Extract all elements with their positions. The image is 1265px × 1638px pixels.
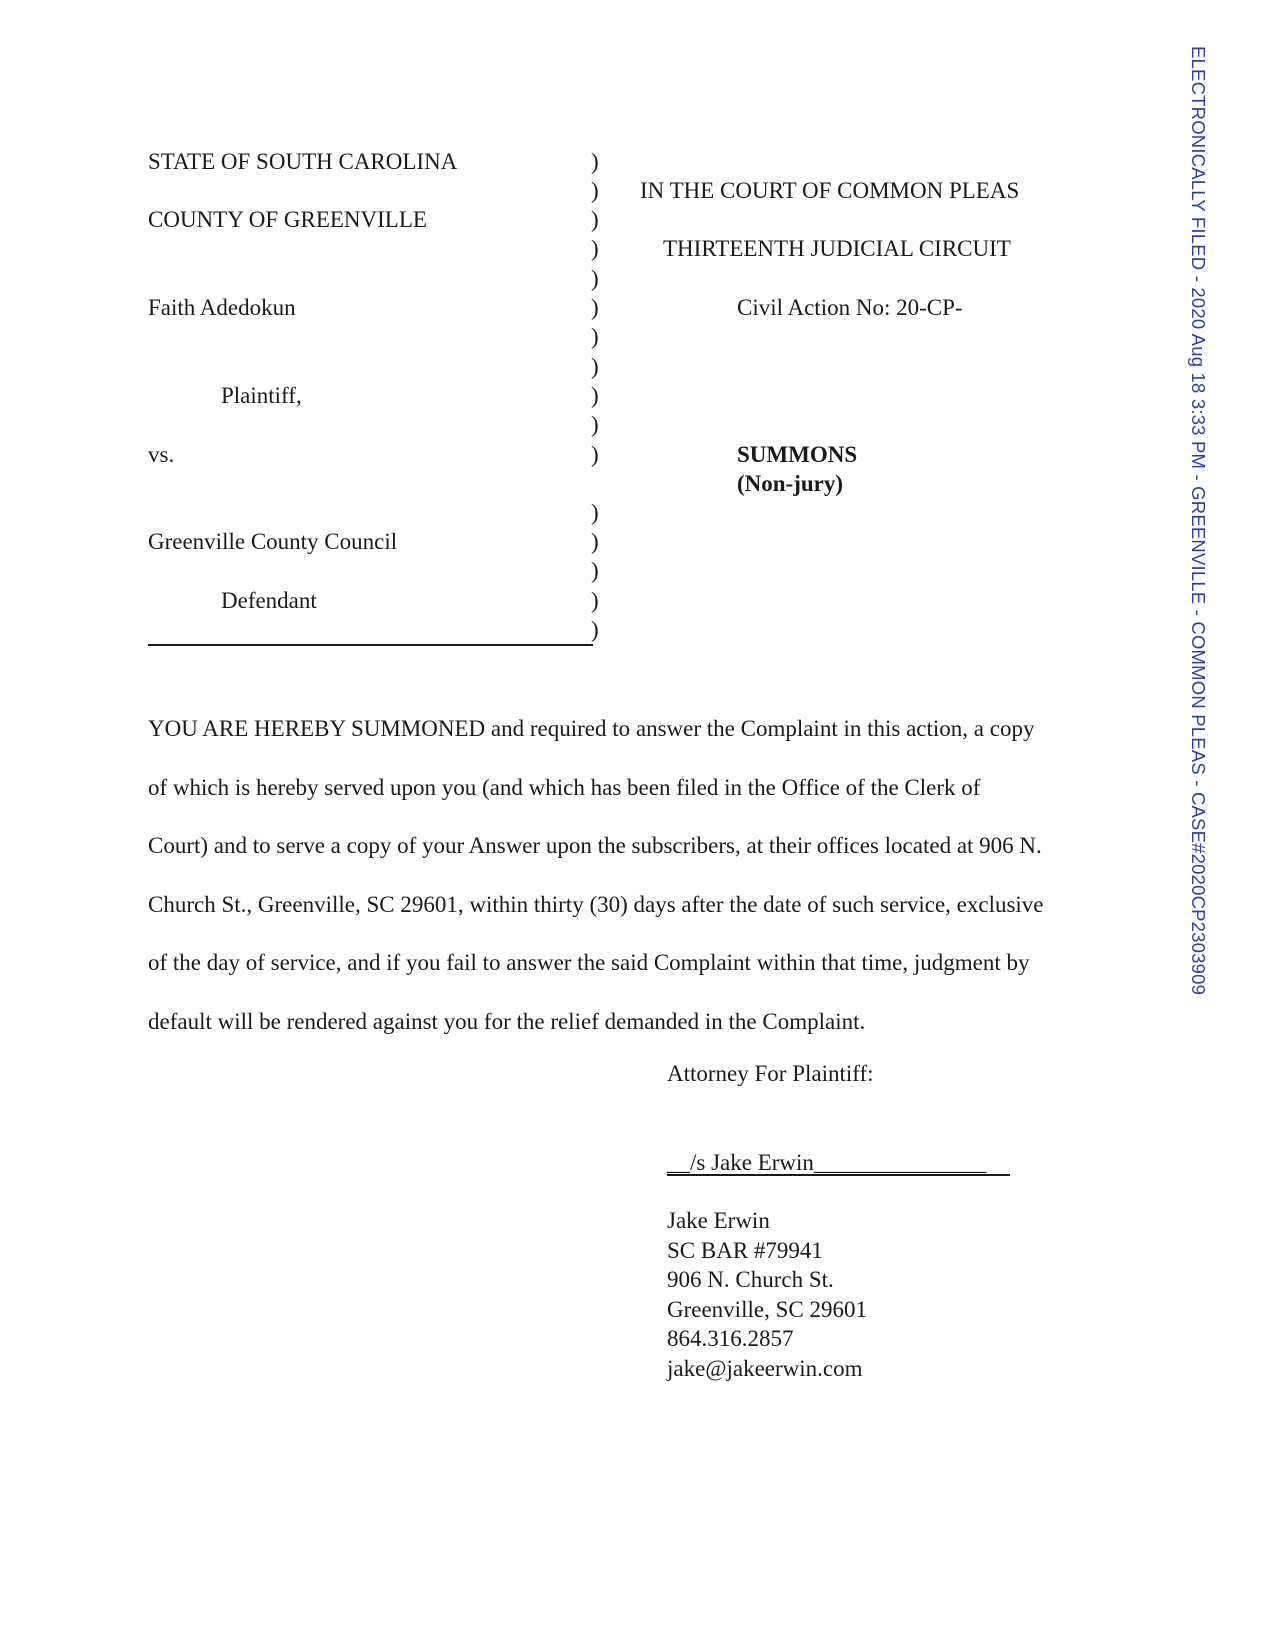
document-subtitle: (Non-jury): [737, 471, 844, 496]
caption-paren: ): [591, 266, 599, 291]
caption-paren: ): [591, 500, 599, 525]
civil-action-number: Civil Action No: 20-CP-: [737, 295, 963, 320]
caption-rule: [148, 644, 593, 646]
caption-paren: ): [591, 558, 599, 583]
attorney-bar-number: SC BAR #79941: [667, 1237, 823, 1263]
signature-line: __/s Jake Erwin_______________: [667, 1150, 987, 1175]
paragraph-line: Church St., Greenville, SC 29601, within thirty (30) days after the date of such service, exclusive: [148, 891, 1044, 917]
caption-paren: ): [591, 442, 599, 467]
caption-paren: ): [591, 207, 599, 232]
document-title: SUMMONS: [737, 442, 858, 467]
attorney-street: 906 N. Church St.: [667, 1267, 834, 1292]
caption-paren: ): [591, 617, 599, 642]
attorney-phone: 864.316.2857: [667, 1326, 794, 1351]
defendant-role: Defendant: [221, 588, 317, 613]
caption-paren: ): [591, 354, 599, 379]
paragraph-line: Court) and to serve a copy of your Answer upon the subscribers, at their offices located at 906 N.: [148, 833, 1042, 859]
attorney-name: Jake Erwin: [667, 1208, 770, 1233]
judicial-circuit: THIRTEENTH JUDICIAL CIRCUIT: [663, 236, 1011, 261]
attorney-city: Greenville, SC 29601: [667, 1296, 867, 1322]
attorney-contact: [667, 1206, 867, 1383]
paragraph-line: of the day of service, and if you fail to answer the said Complaint within that time, judgment by: [148, 950, 1030, 976]
state-label: STATE OF SOUTH CAROLINA: [148, 149, 458, 174]
caption-paren: ): [591, 412, 599, 437]
caption-paren: ): [591, 236, 599, 261]
attorney-heading: Attorney For Plaintiff:: [667, 1061, 874, 1086]
caption-paren: ): [591, 588, 599, 613]
caption-paren: ): [591, 383, 599, 408]
caption-paren: ): [591, 178, 599, 203]
defendant-name: Greenville County Council: [148, 529, 398, 554]
plaintiff-name: Faith Adedokun: [148, 295, 296, 320]
attorney-email: jake@jakeerwin.com: [667, 1355, 863, 1381]
caption-paren: ): [591, 295, 599, 320]
caption-paren: ): [591, 149, 599, 174]
summons-paragraph: [148, 700, 1108, 1052]
paragraph-line: default will be rendered against you for the relief demanded in the Complaint.: [148, 1008, 866, 1034]
signature-underline: [667, 1174, 1010, 1176]
caption-paren: ): [591, 529, 599, 554]
paragraph-line: of which is hereby served upon you (and which has been filed in the Office of the Clerk of: [148, 774, 981, 800]
county-label: COUNTY OF GREENVILLE: [148, 207, 427, 232]
paragraph-line: YOU ARE HEREBY SUMMONED and required to answer the Complaint in this action, a copy: [148, 716, 1035, 741]
electronic-filing-stamp: ELECTRONICALLY FILED - 2020 Aug 18 3:33 PM - GREENVILLE - COMMON PLEAS - CASE#2020CP2303909: [1188, 46, 1209, 996]
court-name: IN THE COURT OF COMMON PLEAS: [640, 178, 1020, 203]
caption-paren: ): [591, 324, 599, 349]
plaintiff-role: Plaintiff,: [221, 383, 302, 408]
versus-label: vs.: [148, 442, 175, 467]
